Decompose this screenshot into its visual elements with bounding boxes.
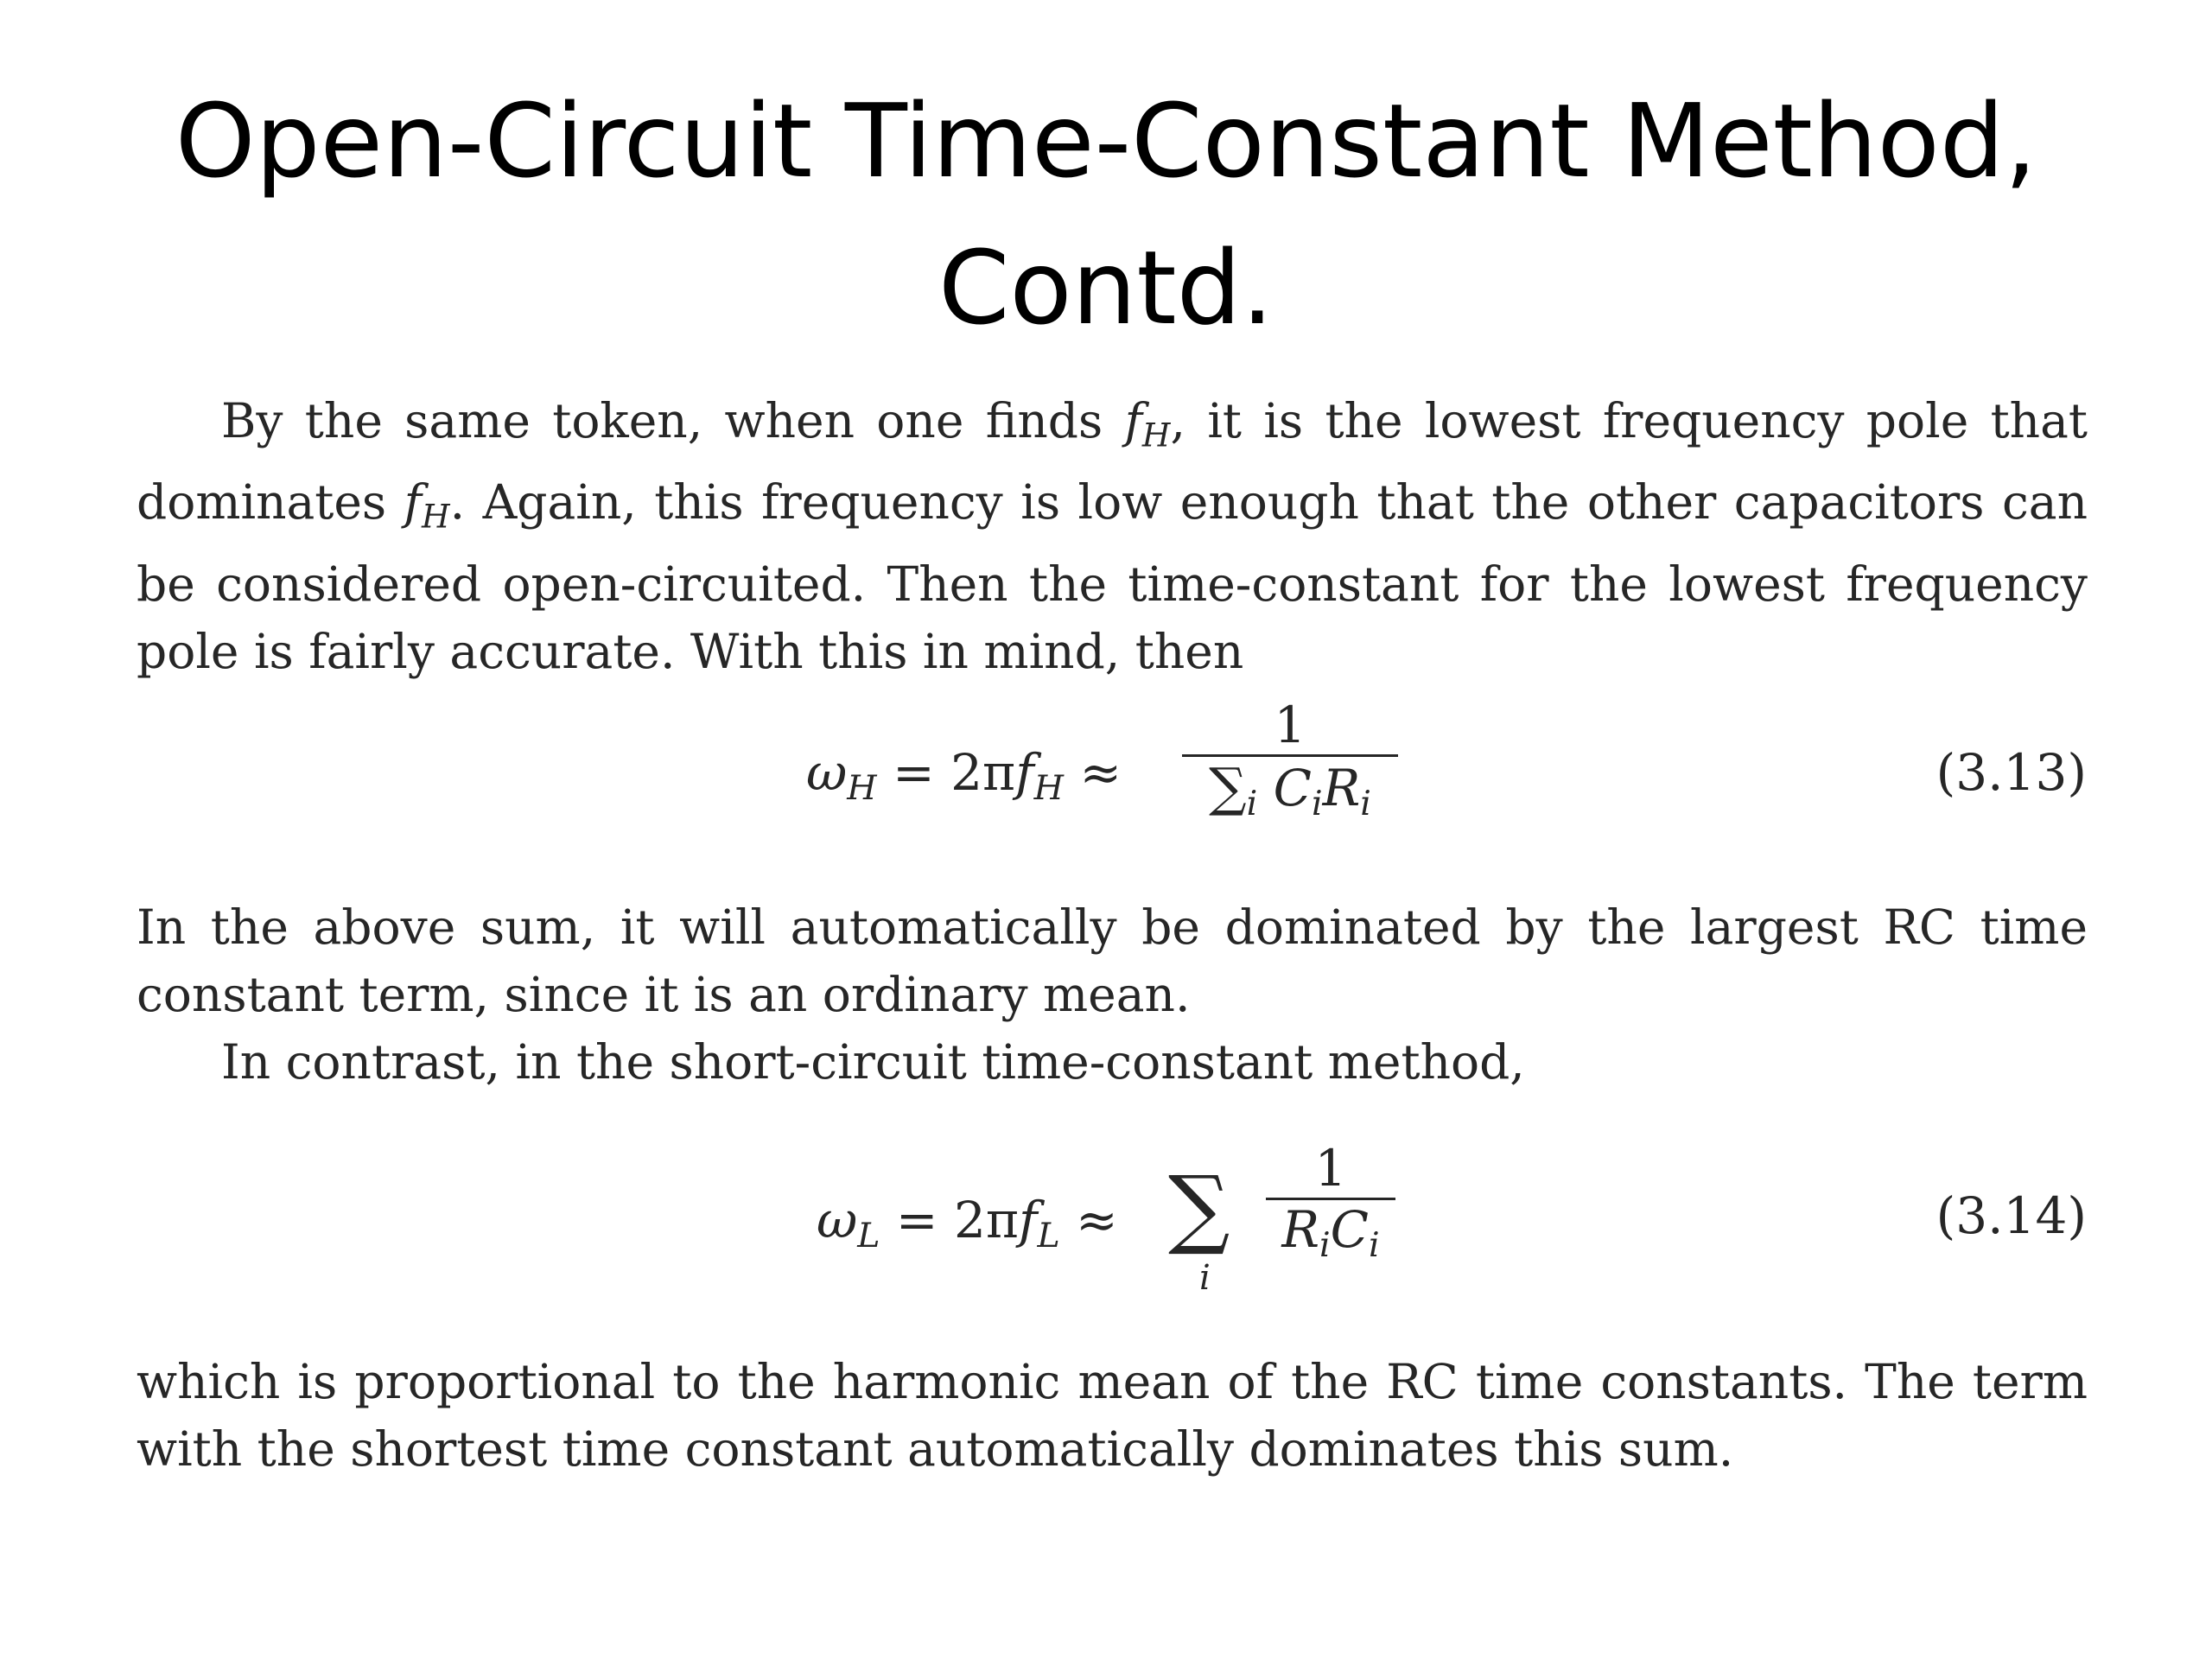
para1-text-a: By the same token, when one finds	[221, 393, 1125, 448]
summation-sign: ∑	[1168, 1157, 1230, 1258]
equation-3-14	[0, 1139, 2212, 1312]
equation-number: (3.13)	[1936, 743, 2087, 802]
var-f: f	[404, 474, 422, 531]
equation-lhs: $\omega_L = 2\pi f_L$ ≈	[817, 1191, 1118, 1256]
para2-text: In the above sum, it will automatically be dominated by the largest RC time constant term, since it is an ordinary mean.	[137, 899, 2088, 1022]
para1-text-c: . Again, this frequency is low enough that the other capacitors can be considered open-circuited. Then the time-constant for the lowest frequency pole is fairly accurate. With this in mind, then	[137, 474, 2088, 679]
fraction	[1266, 1139, 1395, 1265]
numerator: 1	[1314, 1139, 1347, 1198]
var-f: f	[1124, 393, 1142, 448]
paragraph-3	[137, 1348, 2088, 1483]
denominator: $R_iC_i$	[1281, 1200, 1380, 1266]
equation-3-13	[0, 696, 2212, 868]
paragraph-1	[137, 387, 2088, 685]
title-line-2: Contd.	[938, 228, 1274, 347]
denominator: $\sum_i$ $C_iR_i$	[1209, 757, 1371, 824]
sub-H: H	[422, 497, 450, 536]
title-line-1: Open-Circuit Time-Constant Method,	[175, 81, 2037, 200]
equation-number: (3.14)	[1936, 1186, 2087, 1245]
paragraph-2	[137, 893, 2088, 1096]
para3-text: which is proportional to the harmonic mean of the RC time constants. The term with the shortest time constant automatically dominates this sum.	[137, 1354, 2088, 1477]
fraction	[1182, 696, 1398, 823]
slide-title	[0, 67, 2212, 361]
numerator: 1	[1274, 696, 1306, 754]
para1-text-b: , it is the lowest frequency pole that dominates	[137, 393, 2088, 531]
equation-lhs: $\omega_H = 2\pi f_H$ ≈	[806, 743, 1122, 809]
para2b-text: In contrast, in the short-circuit time-constant method,	[221, 1034, 1525, 1090]
summation-index: i	[1199, 1258, 1211, 1298]
sub-H: H	[1141, 416, 1171, 454]
